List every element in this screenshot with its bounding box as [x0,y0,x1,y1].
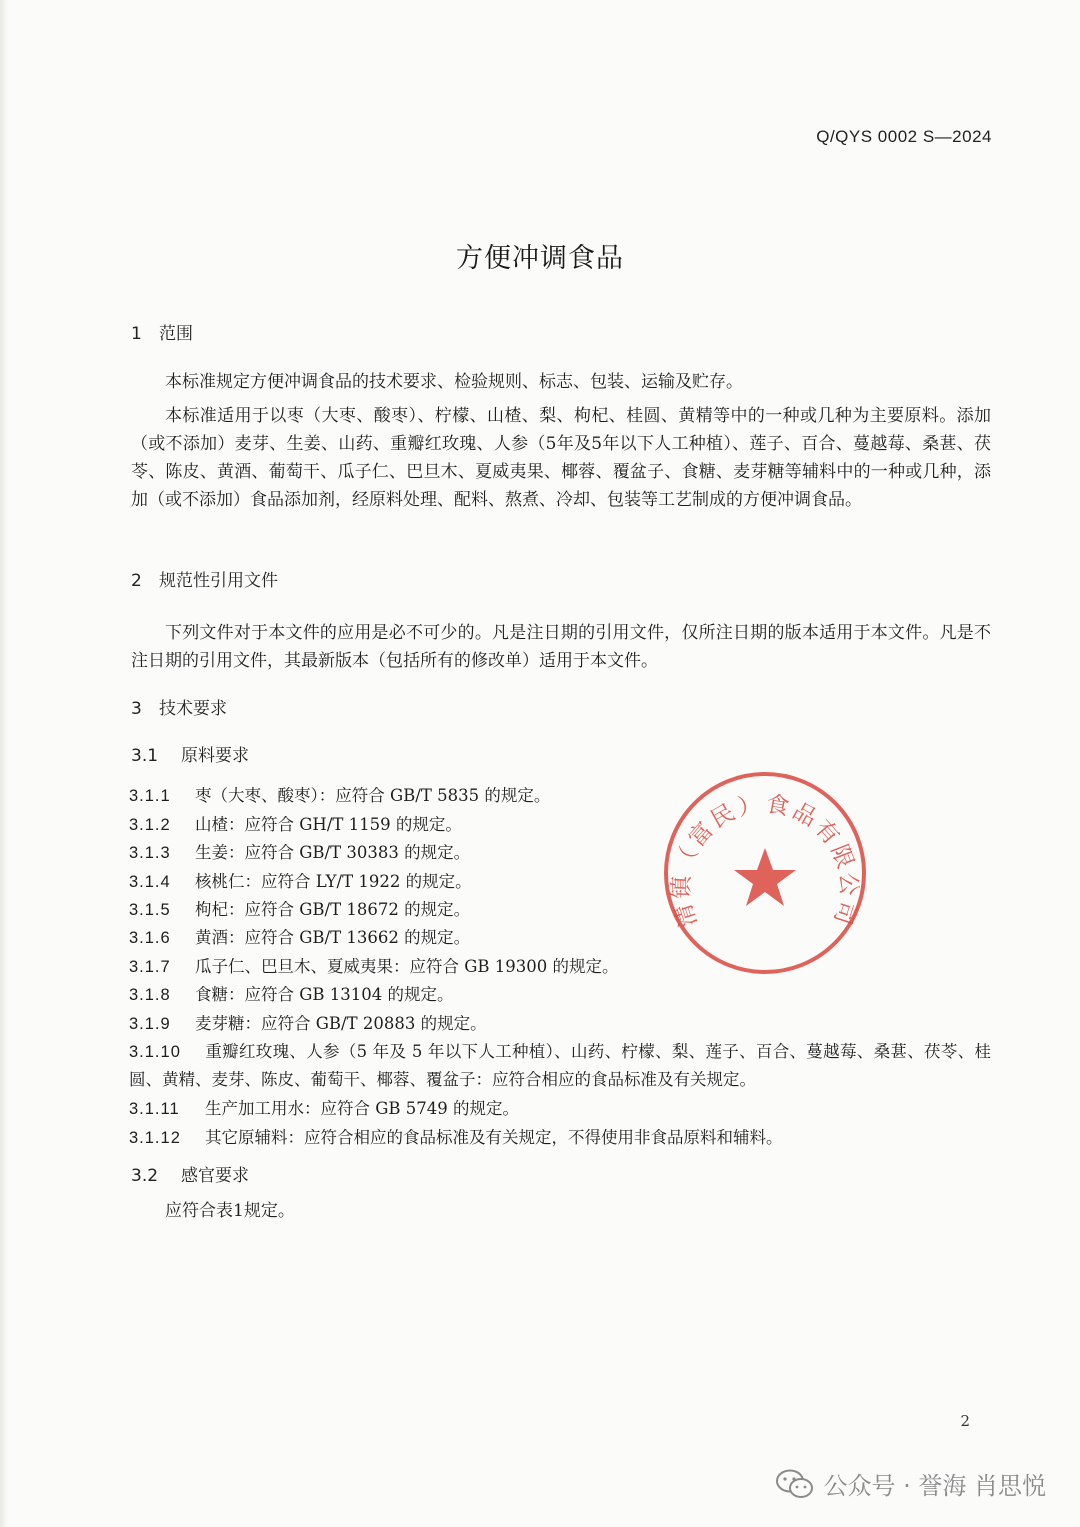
section-title: 规范性引用文件 [159,571,278,591]
item-text: 生姜：应符合 GB/T 30383 的规定。 [195,843,471,862]
star-icon [734,848,796,906]
item-number: 3.1.3 [129,844,171,862]
requirement-item [129,953,619,977]
subsection-title: 原料要求 [181,746,249,766]
section-title: 范围 [159,324,193,344]
item-text: 枣（大枣、酸枣）：应符合 GB/T 5835 的规定。 [195,786,551,805]
item-number: 3.1.9 [129,1015,171,1033]
document-title: 方便冲调食品 [456,243,624,274]
item-text: 核桃仁：应符合 LY/T 1922 的规定。 [195,872,472,891]
requirement-item [129,1038,991,1093]
item-number: 3.1.12 [129,1129,181,1147]
item-text: 生产加工用水：应符合 GB 5749 的规定。 [205,1099,520,1118]
watermark-text: 公众号 · 誉海 肖思悦 [823,1472,1046,1500]
requirement-item [129,896,470,920]
section-1-paragraph-2: 本标准适用于以枣（大枣、酸枣）、柠檬、山楂、梨、枸杞、桂圆、黄精等中的一种或几种为主要原料。添加（或不添加）麦芽、生姜、山药、重瓣红玫瑰、人参（5年及5年以下人工种植）、莲子、百合、蔓越莓、桑葚、茯苓、陈皮、黄酒、葡萄干、瓜子仁、巴旦木、夏威夷果、椰蓉、覆盆子、食糖、麦芽糖等辅料中的一种或几种，添加（或不添加）食品添加剂，经原料处理、配料、熬煮、冷却、包装等工艺制成的方便冲调食品。 [131,406,991,510]
item-text: 山楂：应符合 GH/T 1159 的规定。 [195,815,462,834]
item-text: 重瓣红玫瑰、人参（5 年及 5 年以下人工种植）、山药、柠檬、梨、莲子、百合、蔓越莓、桑葚、茯苓、桂圆、黄精、麦芽、陈皮、葡萄干、椰蓉、覆盆子：应符合相应的食品标准及有关规定。 [129,1042,991,1089]
standard-code: Q/QYS 0002 S—2024 [816,127,992,146]
item-number: 3.1.6 [129,929,171,947]
item-text: 麦芽糖：应符合 GB/T 20883 的规定。 [195,1014,487,1033]
company-seal-stamp [662,770,868,976]
section-number: 2 [131,571,142,591]
section-2-paragraph: 下列文件对于本文件的应用是必不可少的。凡是注日期的引用文件，仅所注日期的版本适用于本文件。凡是不注日期的引用文件，其最新版本（包括所有的修改单）适用于本文件。 [131,623,991,671]
item-number: 3.1.5 [129,901,171,919]
seal-company-name: 清镇（富民）食品有限公司 [668,791,862,931]
item-text: 其它原辅料：应符合相应的食品标准及有关规定，不得使用非食品原料和辅料。 [205,1128,783,1147]
subsection-number: 3.2 [131,1166,159,1186]
item-number: 3.1.11 [129,1100,180,1118]
section-number: 3 [131,699,142,719]
subsection-number: 3.1 [131,746,159,766]
sensory-requirement-text: 应符合表1规定。 [165,1201,295,1221]
section-title: 技术要求 [159,699,227,719]
item-text: 食糖：应符合 GB 13104 的规定。 [195,985,454,1004]
requirement-item [129,924,470,948]
item-number: 3.1.7 [129,958,171,976]
requirement-item [129,1095,519,1119]
wechat-icon [775,1468,815,1500]
requirement-item [129,1010,487,1034]
item-number: 3.1.10 [129,1043,181,1061]
scan-edge-shadow [0,0,8,1527]
section-1-paragraph-1: 本标准规定方便冲调食品的技术要求、检验规则、标志、包装、运输及贮存。 [165,372,743,392]
section-1-heading [131,319,193,344]
item-text: 枸杞：应符合 GB/T 18672 的规定。 [195,900,471,919]
requirement-item [129,839,470,863]
item-number: 3.1.2 [129,816,171,834]
page-number: 2 [960,1412,970,1430]
source-watermark [775,1466,1046,1501]
item-text: 黄酒：应符合 GB/T 13662 的规定。 [195,928,471,947]
section-3-heading [131,694,227,719]
requirement-item [129,868,472,892]
subsection-3-2-heading [131,1161,249,1186]
subsection-title: 感官要求 [181,1166,249,1186]
item-number: 3.1.1 [129,787,171,805]
requirement-item [129,981,454,1005]
requirement-item [129,1124,783,1148]
subsection-3-1-heading [131,741,249,766]
item-number: 3.1.8 [129,986,171,1004]
section-number: 1 [131,324,142,344]
item-number: 3.1.4 [129,873,171,891]
requirement-item [129,782,550,806]
requirement-item [129,811,462,835]
section-2-heading [131,566,278,591]
item-text: 瓜子仁、巴旦木、夏威夷果：应符合 GB 19300 的规定。 [195,957,619,976]
